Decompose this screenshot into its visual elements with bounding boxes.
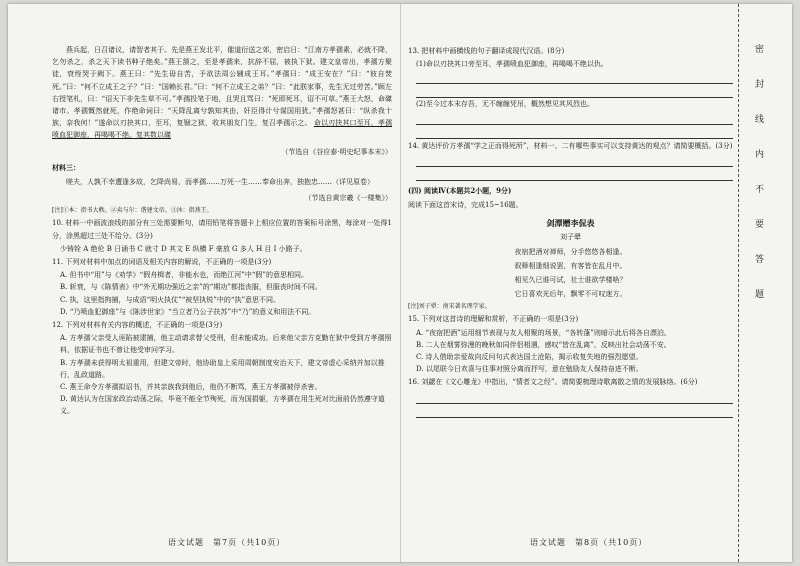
passage-1-source: （节选自《谷应泰·明史纪事本末》）: [281, 147, 392, 156]
material-3-source: （节选自黄宗羲《一楼集》）: [304, 194, 392, 203]
q15-option-a: A. “夜宿把酒”运用细节表现与友人相聚的场景，“各转蓬”则暗示此后将各自漂泊。: [416, 328, 671, 337]
question-10-line: 少铸铨 A 绝伦 B 日诵书 C 就寸 D 其文 E 纵横 F 豪放 G 多人 H 目 I 小路子。: [60, 244, 307, 253]
q15-option-d: D. 以尾联今日欢喜与往事对照分离而抒写，意在勉励友人保持奋进不断。: [416, 365, 643, 374]
underlined-sentence: 命以刃抉其口至耳，孝孺喷血犯御座，再喝喝不绝。复其数以磔: [52, 119, 393, 140]
q13-sentence-1: (1)命以刃抉其口旁至耳，孝孺喷血犯御座，再喝喝不绝以仇。: [416, 60, 608, 69]
q11-option-a: A. 但书中“用”与《劝学》“假舟楫者，非能水也，而绝江河”中“假”的意思相同。: [60, 271, 308, 280]
poem-note: [注]刘子翚：南宋著名理学家。: [408, 303, 491, 311]
answer-line: [416, 125, 733, 139]
q12-option-a: A. 方孝孺父亲受人诬陷被逮捕，他主动请求替父受刑，但未能成功。后来他父亲方克勤在狱中受到方孝孺照料，依据证书也不曾让他受审问学习。: [60, 334, 392, 355]
poem-line: 相见久已谁可试，社士谁欲学楼啥？: [514, 276, 627, 285]
q15-option-b: B. 二人在烟雾弥漫的晚秋如同伴侣相遇，感叹“皆在乱离”，反映出社会动荡不安。: [416, 340, 671, 349]
question-14: 14. 黄达评价方孝孺“学之正而得死所”，材料一、二有哪些事实可以支持黄达的观点？请简要概括。(3分): [408, 141, 733, 150]
q12-option-b: B. 方孝孺未获得明太祖重用，但建文帝时，他协助皇上采用周朝制度安治天下，建文帝虚心采纳并加以推行，乱政道路。: [60, 358, 385, 379]
answer-line: [416, 167, 733, 181]
right-column: [408, 44, 733, 418]
q11-option-d: D. “乃喷血犯御座”与《陈涉世家》“当立者乃公子扶苏”中“乃”的意义和用法不同。: [60, 307, 316, 316]
answer-line: [416, 84, 733, 98]
answer-line: [416, 111, 733, 125]
poem-line: 夜宿把酒对禅师，分手悠悠各相逢。: [514, 247, 627, 256]
section-intro: 阅读下面这首宋诗，完成15~16题。: [408, 201, 523, 210]
q12-option-c: C. 燕王命令方孝孺拟诏书，并其亲族我到他后，他仍不断骂，燕王方孝孺被俘杀害。: [60, 383, 322, 392]
answer-line: [416, 153, 733, 167]
material-3-text: 嗟夫，人孰不幸遭逢多故，乞降尚易，而孝孺……万死一生……奉命出奔，独抱忠……（详见原卷）: [66, 178, 374, 187]
page-8: [400, 4, 738, 562]
question-13: 13. 把材料中画横线的句子翻译成现代汉语。(8分): [408, 47, 565, 55]
passage-1: 燕兵起，日召诸议，请智者其于。先是燕王发北平，催道衍送之郊，密启日：“江南方孝孺素，必就不降，乞勿杀之，杀之天下读书种子绝矣。”燕王颔之，至是孝孺来，抗辞不屈，被执下狱。建文皇帝出，孝孺方聚徒，衰绖哭于阙下。燕王曰：“先生毋自苦，予欲法周公辅成王耳。”孝孺曰：“成王安在？”曰：“彼自焚死。”曰：“何不立成王之子？”曰：“国赖长君。”曰：“何不立成王之弟？”曰：“此朕家事，先生无过劳苦。”顾左右授笔札，曰：“诏天下非先生草不可。”孝孺投笔于地，且哭且骂曰：“死即死耳，诏不可草。”燕王大怒，命磔诸市。孝孺慨然就死，作绝命词曰：“天降乱离兮孰知其由，奸臣得计兮谋国用犹。”孝孺怒甚曰：“纵杀我十族，奈我何！”遂命以刃抉其口，至耳，复锢之狱，收其朋友门生，复召孝孺示之。 命以刃抉其口至耳，孝孺喷血犯御座，再喝喝不绝。复其数以磔: [52, 46, 393, 140]
material-3-heading: 材料三：: [52, 162, 80, 172]
left-column: [52, 44, 392, 418]
section-heading: (四) 阅读Ⅳ(本题共2小题，9分): [408, 185, 512, 195]
binding-strip: [738, 4, 792, 562]
answer-line: [416, 404, 733, 418]
q11-option-b: B. 斩衰，与《陈情表》中“外无期功强近之亲”的“期功”都指丧服，但服丧时间不同。: [60, 283, 322, 292]
question-16: 16. 刘勰在《文心雕龙》中指出，“情者文之经”。请简要梳理诗歌离散之情的发展脉络。(6分): [408, 378, 698, 387]
page-7-footer: 语文试题 第7页（共10页）: [168, 538, 286, 547]
poem-line: 叙释相逢细说罢，有客皆在乱月中。: [514, 261, 627, 270]
poem-author: 刘子翚: [560, 233, 581, 242]
q11-option-c: C. 执，这里指拘捕，与成语“明火执仗”“被坚执锐”中的“执”意思不同。: [60, 295, 281, 304]
page-7: [8, 4, 400, 562]
q12-option-d: D. 黄达认为在国家政治动荡之际，毕竟不能全节殉死，而为国捐躯，方孝孺在用生死对比面前仍然遵守道义。: [60, 395, 385, 416]
question-15: 15. 下列对这首诗的理解和赏析，不正确的一项是(3分): [408, 315, 579, 324]
poem-title: 剑潭赠李侃表: [546, 218, 595, 229]
q13-sentence-2: (2)至今过本末存吾，无不缠缠凭吊，概然想见其风烈也。: [416, 100, 594, 109]
exam-sheet: [8, 4, 792, 562]
page-8-footer: 语文试题 第8页（共10页）: [530, 538, 648, 547]
poem-line: 它日喜欢光后年，飘零不可叹迷方。: [514, 290, 627, 299]
question-10: 10. 材料一中画波浪线的部分有三处需要断句，请用铅笔将答题卡上相应位置的答案标号涂黑，每涂对一处得1分，涂黑超过三处不给分。(3分): [52, 219, 392, 240]
answer-line: [416, 390, 733, 404]
question-11: 11. 下列对材料中加点的词语及相关内容的解说，不正确的一项是(3分): [52, 258, 272, 267]
binding-strip-text: 密封线内不要答题: [753, 44, 763, 324]
q15-option-c: C. 诗人借助亲爱故向反问句式表达国土沧陷，揭示收复失地的强烈愿望。: [416, 353, 643, 362]
note: [注]①本：指书大帙。②卖与尔：谐建文帝。③沐：指燕王。: [52, 207, 213, 215]
answer-line: [416, 70, 733, 84]
question-12: 12. 下列对材料有关内容的概述，不正确的一项是(3分): [52, 321, 223, 330]
